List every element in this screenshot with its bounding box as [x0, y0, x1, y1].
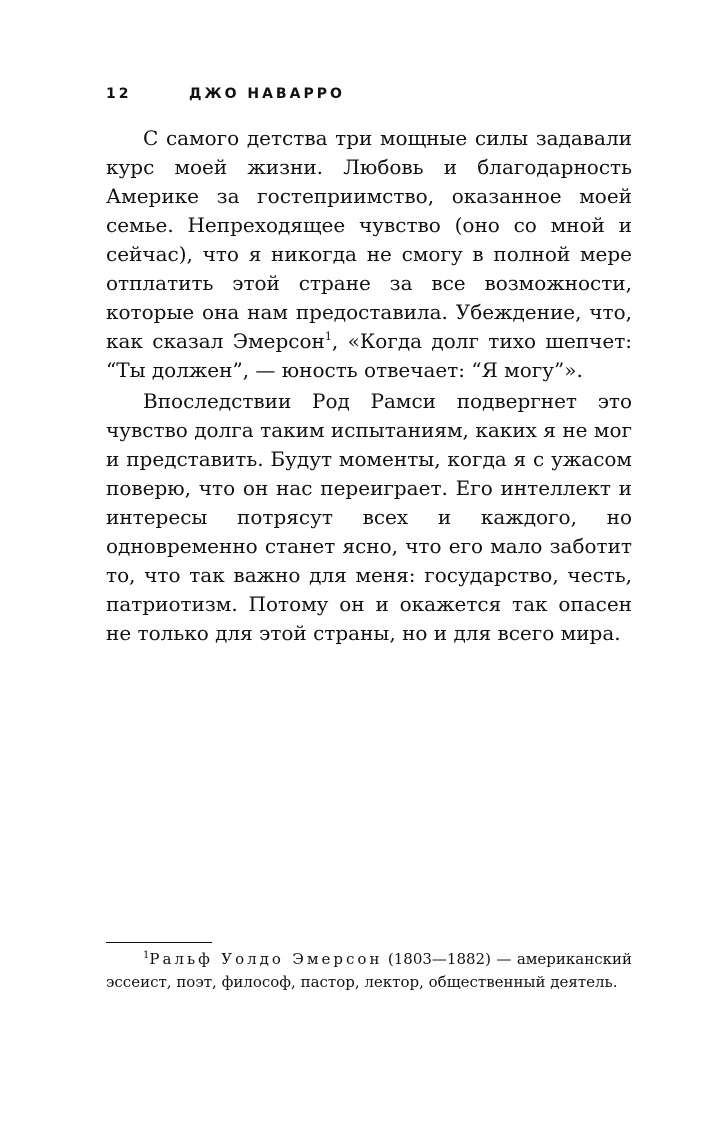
- paragraph-1-text-b: , «Когда долг тихо шепчет: “Ты должен”, — юность отвечает: “Я могу”».: [106, 329, 632, 382]
- footnote-person-name: Ральф Уолдо Эмерсон: [149, 950, 383, 968]
- page-number: 12: [106, 86, 132, 102]
- author-name: ДЖО НАВАРРО: [189, 86, 345, 102]
- body-text: [106, 124, 632, 648]
- paragraph-1: [106, 124, 632, 385]
- footnote: [106, 948, 632, 994]
- footnote-reference[interactable]: 1: [324, 330, 332, 343]
- paragraph-2: Впоследствии Род Рамси подвергнет это чувство долга таким испытаниям, каких я не мог и представить. Будут моменты, когда я с ужасом поверю, что он нас переиграет. Его интеллект и интересы потрясут всех и каждого, но одновременно станет ясно, что его мало заботит то, что так важно для меня: государство, честь, патриотизм. Потому он и окажется так опасен не только для этой страны, но и для всего мира.: [106, 389, 632, 645]
- footnote-marker: 1: [143, 950, 150, 961]
- running-header: [106, 86, 632, 106]
- footnote-divider: [106, 942, 212, 943]
- paragraph-1-text-a: С самого детства три мощные силы задавали курс моей жизни. Любовь и благодарность Америке за гостеприимство, оказанное моей семье. Непреходящее чувство (оно со мной и сейчас), что я никогда не смогу в полной мере отплатить этой стране за все возможности, которые она нам предоставила. Убеждение, что, как сказал Эмерсон: [106, 126, 632, 353]
- footnote-text: (1803—1882) — американский эссеист, поэт, философ, пастор, лектор, общественный деятель.: [106, 950, 632, 991]
